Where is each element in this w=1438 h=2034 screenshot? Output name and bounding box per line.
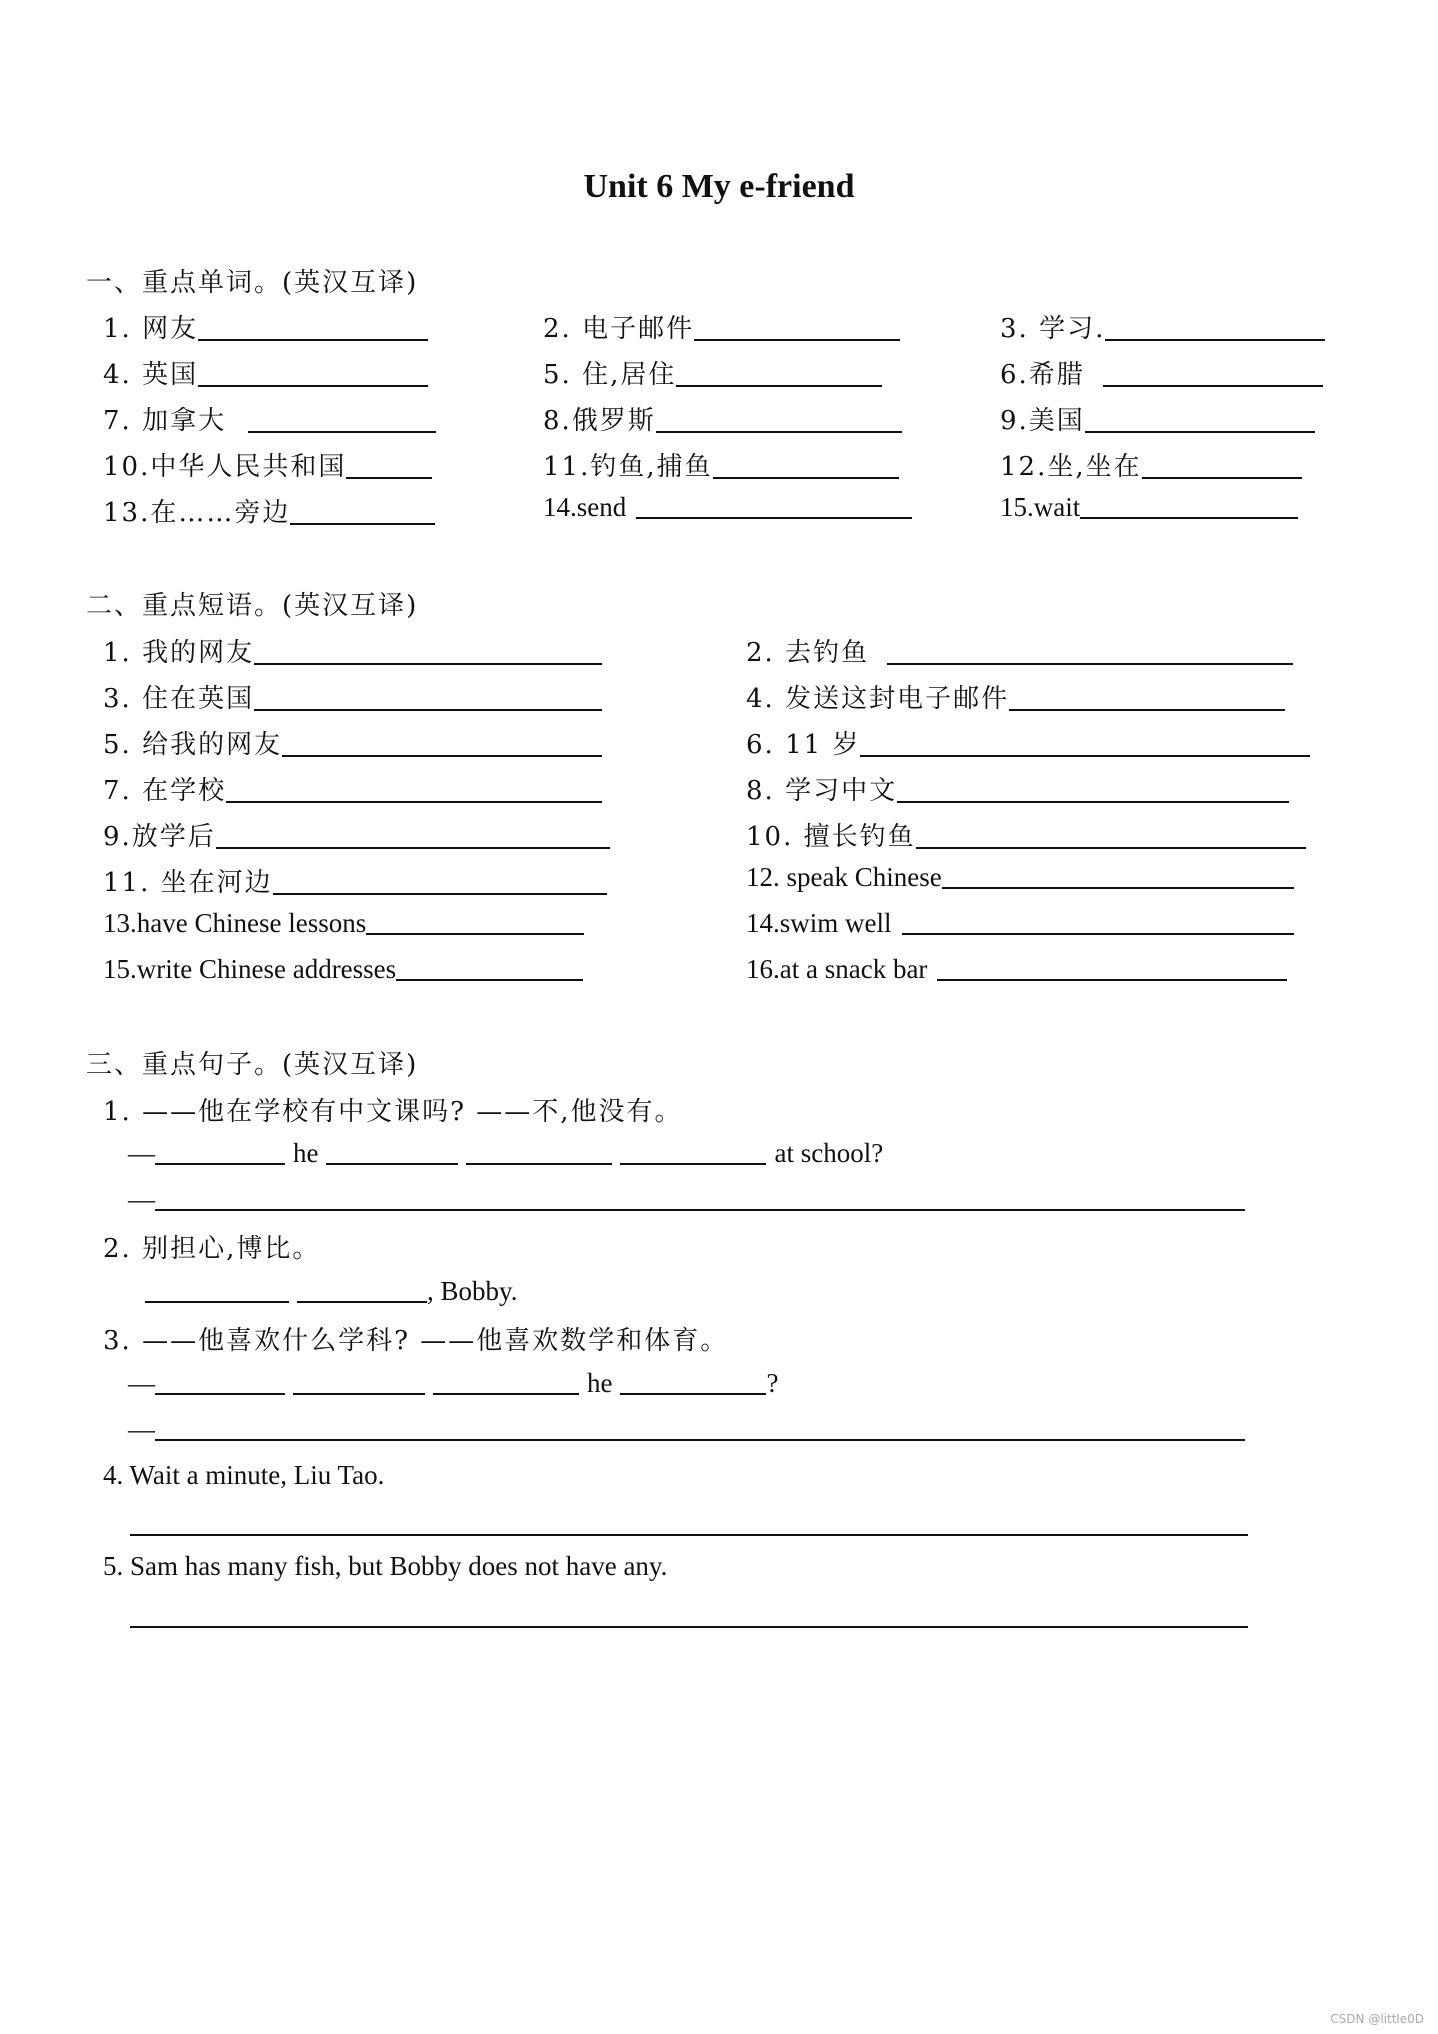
answer-blank[interactable] — [902, 932, 1294, 935]
answer-blank[interactable] — [346, 476, 432, 479]
answer-line[interactable] — [155, 1208, 1245, 1211]
answer-line[interactable] — [155, 1438, 1245, 1441]
q4-answer-line[interactable] — [130, 1534, 1248, 1536]
q1-prompt: 1. ——他在学校有中文课吗? ——不,他没有。 — [103, 1097, 683, 1127]
s1-item-1: 1. 网友 — [103, 308, 428, 345]
answer-blank[interactable] — [636, 516, 912, 519]
answer-blank[interactable] — [897, 800, 1289, 803]
answer-blank[interactable] — [155, 1162, 285, 1165]
answer-blank[interactable] — [254, 708, 602, 711]
q3-answer-row: — he ? — [128, 1368, 779, 1398]
q4-prompt: 4. Wait a minute, Liu Tao. — [103, 1460, 385, 1490]
answer-blank[interactable] — [155, 1392, 285, 1395]
q5-answer-line[interactable] — [130, 1626, 1248, 1628]
s2-item-3: 3. 住在英国 — [103, 678, 602, 715]
q3-response-row: — — [128, 1414, 1245, 1445]
answer-blank[interactable] — [887, 662, 1293, 665]
s2-item-15: 15.write Chinese addresses — [103, 954, 583, 985]
answer-blank[interactable] — [366, 932, 584, 935]
answer-blank[interactable] — [1080, 516, 1298, 519]
s1-item-15: 15.wait — [1000, 492, 1298, 523]
answer-blank[interactable] — [198, 384, 428, 387]
s2-item-1: 1. 我的网友 — [103, 632, 602, 669]
s1-item-14: 14.send — [543, 492, 912, 523]
answer-blank[interactable] — [860, 754, 1310, 757]
s1-item-4: 4. 英国 — [103, 354, 428, 391]
answer-blank[interactable] — [1085, 430, 1315, 433]
answer-blank[interactable] — [198, 338, 428, 341]
answer-blank[interactable] — [1009, 708, 1285, 711]
s2-item-12: 12. speak Chinese — [746, 862, 1294, 893]
s2-item-10: 10. 擅长钓鱼 — [746, 816, 1306, 853]
answer-blank[interactable] — [1105, 338, 1325, 341]
section1-heading: 一、重点单词。(英汉互译) — [86, 268, 419, 298]
s1-item-2: 2. 电子邮件 — [543, 308, 900, 345]
watermark: CSDN @little0D — [1330, 2012, 1424, 2026]
answer-blank[interactable] — [248, 430, 436, 433]
answer-blank[interactable] — [293, 1392, 425, 1395]
s2-item-14: 14.swim well — [746, 908, 1294, 939]
s1-item-12: 12.坐,坐在 — [1000, 446, 1302, 483]
answer-blank[interactable] — [942, 886, 1294, 889]
answer-blank[interactable] — [1103, 384, 1323, 387]
answer-blank[interactable] — [466, 1162, 612, 1165]
s1-item-6: 6.希腊 — [1000, 354, 1323, 391]
answer-blank[interactable] — [326, 1162, 458, 1165]
q1-response-row: — — [128, 1184, 1245, 1215]
s2-item-7: 7. 在学校 — [103, 770, 602, 807]
s2-item-4: 4. 发送这封电子邮件 — [746, 678, 1285, 715]
answer-blank[interactable] — [916, 846, 1306, 849]
s2-item-6: 6. 11 岁 — [746, 724, 1310, 761]
answer-blank[interactable] — [396, 978, 583, 981]
page-title: Unit 6 My e-friend — [583, 168, 855, 205]
answer-blank[interactable] — [254, 662, 602, 665]
answer-blank[interactable] — [676, 384, 882, 387]
s2-item-13: 13.have Chinese lessons — [103, 908, 584, 939]
answer-blank[interactable] — [620, 1392, 766, 1395]
s2-item-5: 5. 给我的网友 — [103, 724, 602, 761]
answer-blank[interactable] — [216, 846, 610, 849]
q5-prompt: 5. Sam has many fish, but Bobby does not have any. — [103, 1551, 668, 1581]
s1-item-10: 10.中华人民共和国 — [103, 446, 432, 483]
answer-blank[interactable] — [1142, 476, 1302, 479]
answer-blank[interactable] — [656, 430, 902, 433]
answer-blank[interactable] — [620, 1162, 766, 1165]
answer-blank[interactable] — [297, 1300, 427, 1303]
q2-prompt: 2. 别担心,博比。 — [103, 1234, 321, 1264]
s1-item-9: 9.美国 — [1000, 400, 1315, 437]
answer-blank[interactable] — [273, 892, 607, 895]
s2-item-9: 9.放学后 — [103, 816, 610, 853]
s1-item-5: 5. 住,居住 — [543, 354, 882, 391]
q1-answer-row: — he at school? — [128, 1138, 884, 1168]
section3-heading: 三、重点句子。(英汉互译) — [86, 1050, 419, 1080]
s2-item-16: 16.at a snack bar — [746, 954, 1287, 985]
answer-blank[interactable] — [694, 338, 900, 341]
answer-blank[interactable] — [433, 1392, 579, 1395]
answer-blank[interactable] — [937, 978, 1287, 981]
answer-blank[interactable] — [282, 754, 602, 757]
s2-item-8: 8. 学习中文 — [746, 770, 1289, 807]
answer-blank[interactable] — [226, 800, 602, 803]
s1-item-3: 3. 学习. — [1000, 308, 1325, 345]
s1-item-13: 13.在……旁边 — [103, 492, 435, 529]
q3-prompt: 3. ——他喜欢什么学科? ——他喜欢数学和体育。 — [103, 1326, 729, 1356]
answer-blank[interactable] — [713, 476, 899, 479]
s1-item-8: 8.俄罗斯 — [543, 400, 902, 437]
s2-item-2: 2. 去钓鱼 — [746, 632, 1293, 669]
s2-item-11: 11. 坐在河边 — [103, 862, 607, 899]
answer-blank[interactable] — [290, 522, 435, 525]
q2-answer-row: , Bobby. — [145, 1276, 518, 1307]
s1-item-11: 11.钓鱼,捕鱼 — [543, 446, 899, 483]
section2-heading: 二、重点短语。(英汉互译) — [86, 591, 419, 621]
answer-blank[interactable] — [145, 1300, 289, 1303]
s1-item-7: 7. 加拿大 — [103, 400, 436, 437]
